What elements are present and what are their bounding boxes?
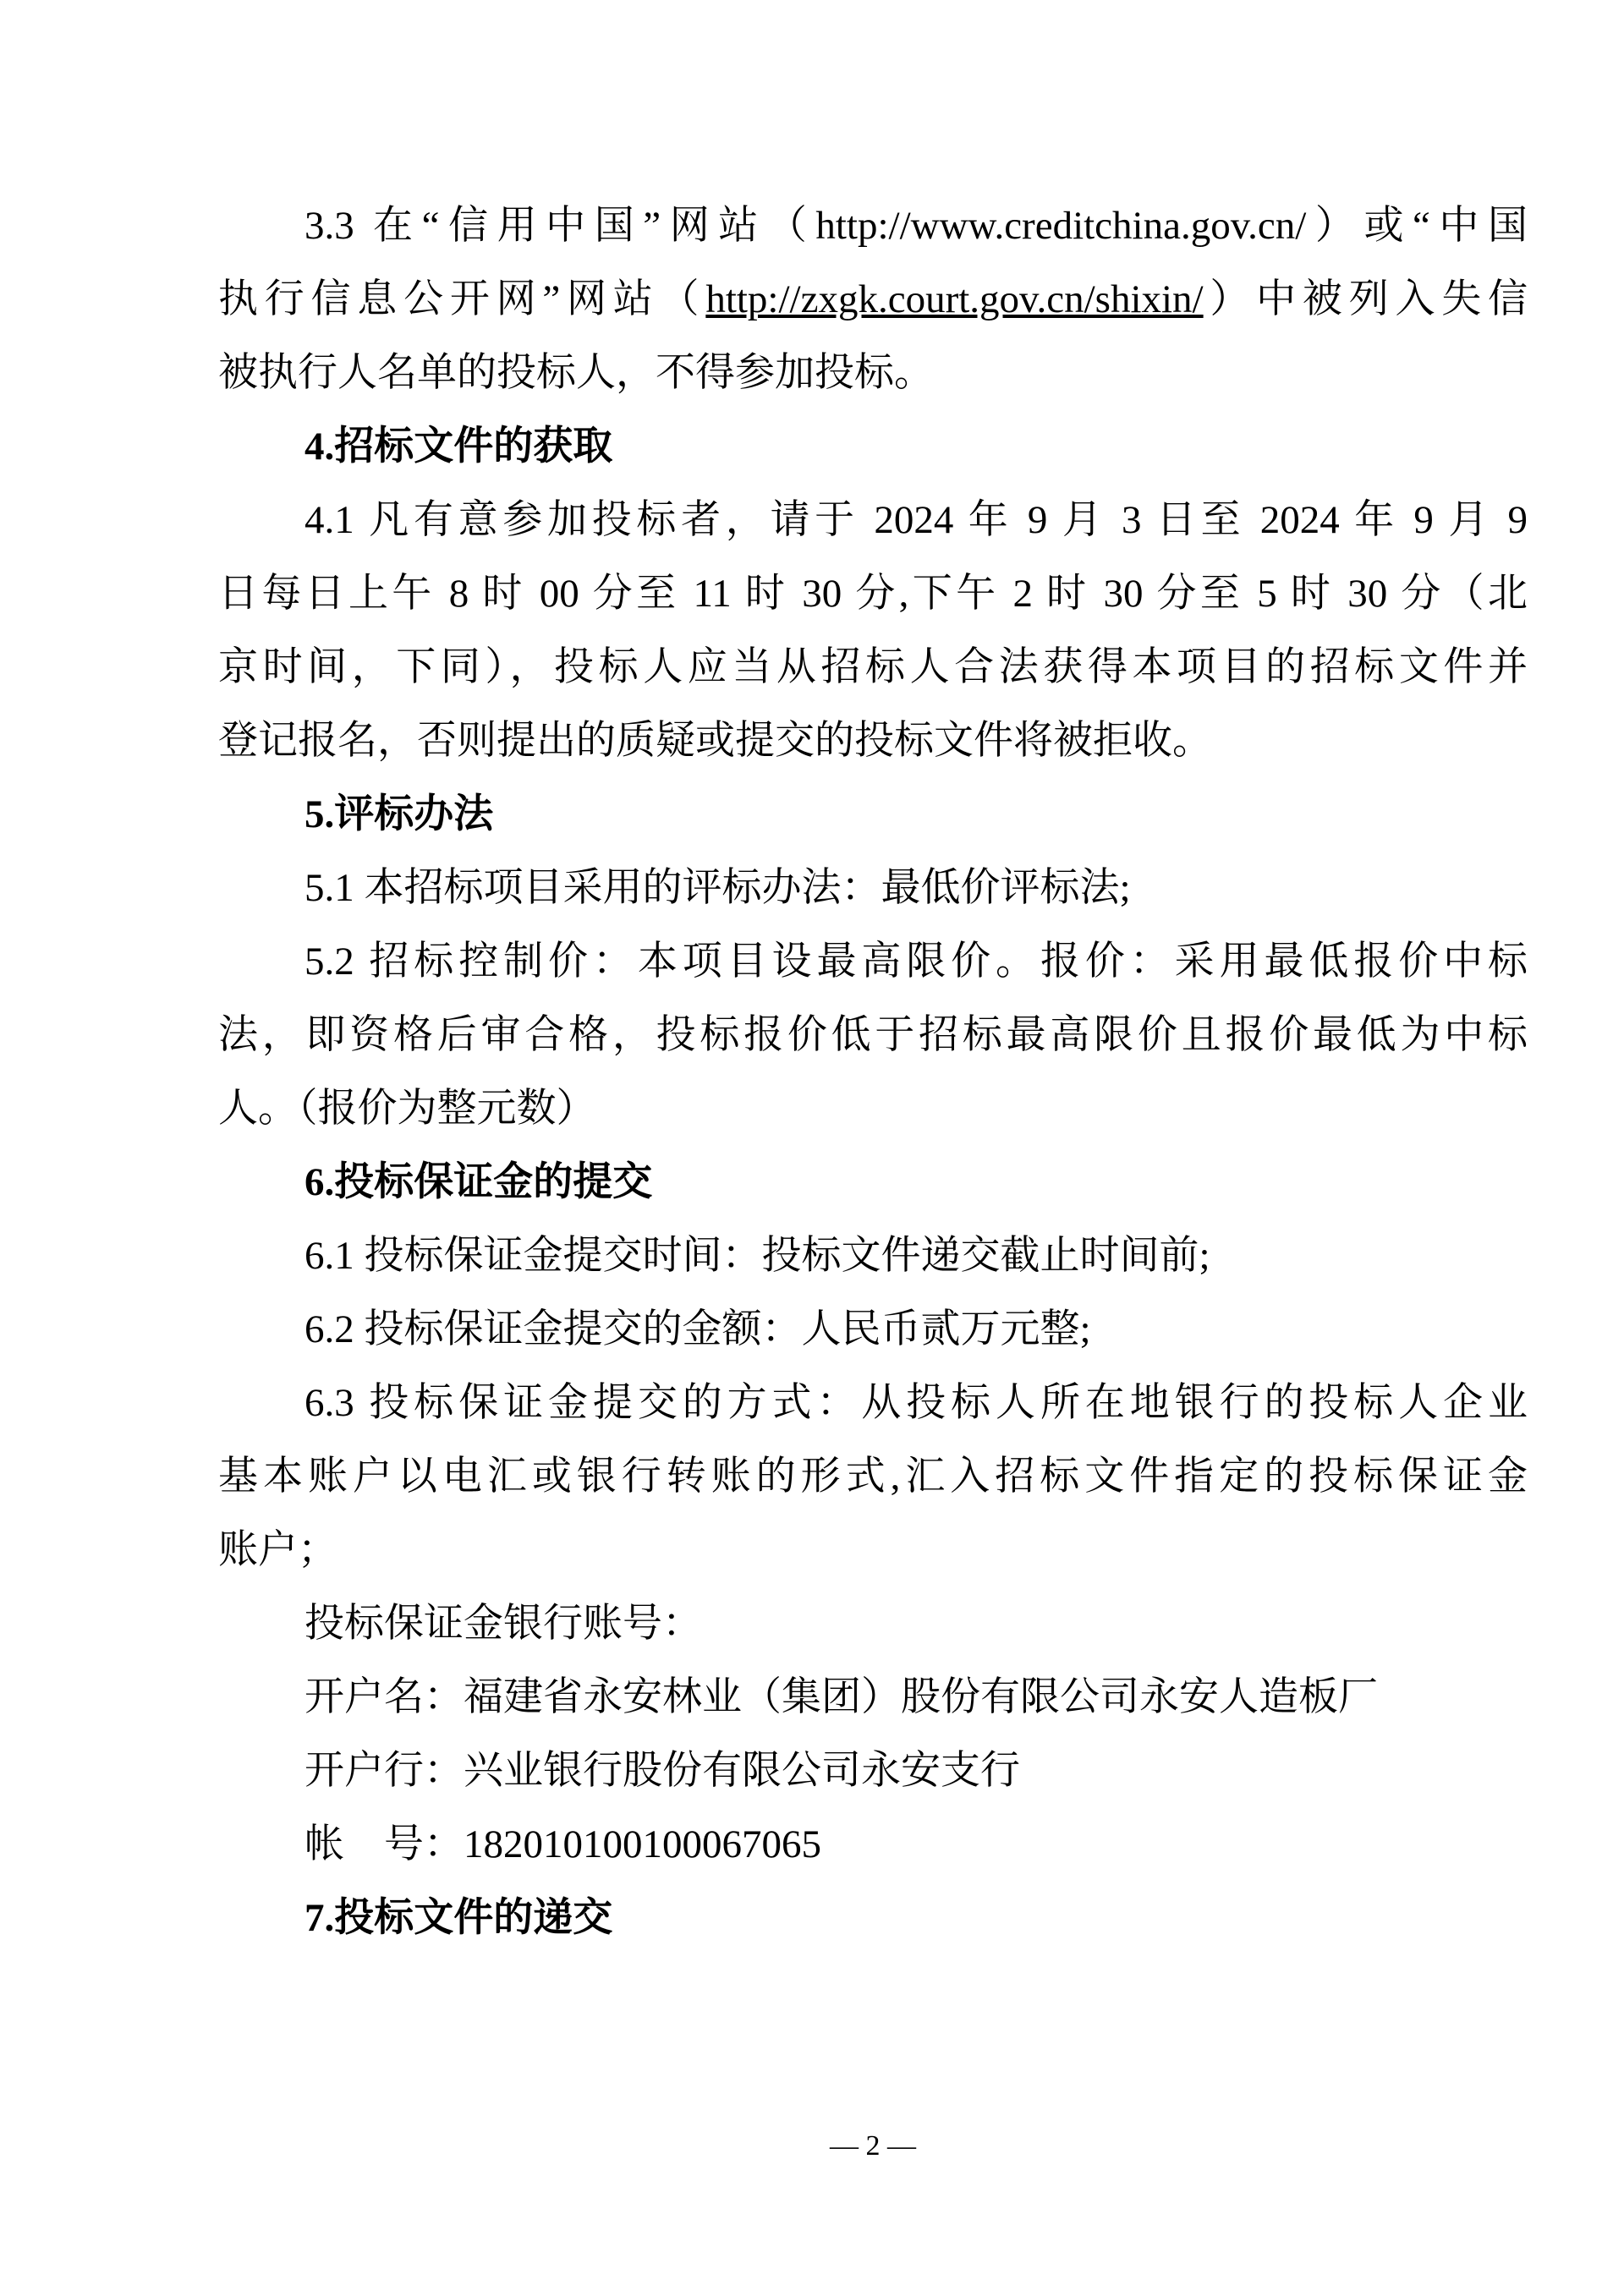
- document-page: [218, 189, 1528, 1955]
- heading-6-bid-security: 6.投标保证金的提交: [304, 1160, 653, 1204]
- para-3-3-line-2: [218, 263, 1528, 337]
- para-6-3-line-1: 6.3 投标保证金提交的方式：从投标人所在地银行的投标人企业: [304, 1381, 1528, 1425]
- para-5-2-line-3: 人。（报价为整元数）: [218, 1087, 596, 1131]
- para-3-3-line-2-pre: 执行信息公开网”网站（: [218, 277, 706, 321]
- heading-7-bid-submission: 7.投标文件的递交: [304, 1896, 613, 1940]
- heading-5-evaluation-method: 5.评标办法: [304, 792, 494, 836]
- para-4-1-line-2: 日每日上午 8 时 00 分至 11 时 30 分,下午 2 时 30 分至 5 时 30 分（北: [218, 572, 1528, 616]
- para-5-2-line-2: 法，即资格后审合格，投标报价低于招标最高限价且报价最低为中标: [218, 1013, 1528, 1057]
- para-5-1: 5.1 本招标项目采用的评标办法：最低价评标法;: [304, 866, 1131, 910]
- para-6-2: 6.2 投标保证金提交的金额：人民币贰万元整;: [304, 1307, 1091, 1351]
- para-6-1: 6.1 投标保证金提交时间：投标文件递交截止时间前;: [304, 1234, 1210, 1278]
- shixin-url-text: http://zxgk.court.gov.cn/shixin/: [705, 277, 1204, 321]
- account-number: 帐 号：182010100100067065: [304, 1822, 821, 1866]
- para-4-1-line-1: 4.1 凡有意参加投标者，请于 2024 年 9 月 3 日至 2024 年 9 月 9: [304, 498, 1528, 542]
- para-3-3-line-1: 3.3 在“信用中国”网站（http://www.creditchina.gov.cn/）或“中国: [304, 204, 1528, 248]
- heading-4-obtain-bid-documents: 4.招标文件的获取: [304, 425, 613, 469]
- para-3-3-line-2-post: ）中被列入失信: [1203, 277, 1528, 321]
- para-5-2-line-1: 5.2 招标控制价：本项目设最高限价。报价：采用最低报价中标: [304, 940, 1528, 984]
- bank-account-title: 投标保证金银行账号：: [304, 1602, 702, 1646]
- para-6-3-line-2: 基本账户以电汇或银行转账的形式,汇入招标文件指定的投标保证金: [218, 1455, 1528, 1499]
- para-6-3-line-3: 账户；: [218, 1528, 337, 1572]
- page-number: — 2 —: [830, 2130, 916, 2162]
- para-4-1-line-4: 登记报名，否则提出的质疑或提交的投标文件将被拒收。: [218, 719, 1212, 763]
- para-4-1-line-3: 京时间，下同），投标人应当从招标人合法获得本项目的招标文件并: [218, 645, 1528, 689]
- account-bank: 开户行：兴业银行股份有限公司永安支行: [304, 1749, 1020, 1793]
- para-3-3-line-3: 被执行人名单的投标人，不得参加投标。: [218, 351, 934, 395]
- account-name: 开户名：福建省永安林业（集团）股份有限公司永安人造板厂: [304, 1675, 1378, 1719]
